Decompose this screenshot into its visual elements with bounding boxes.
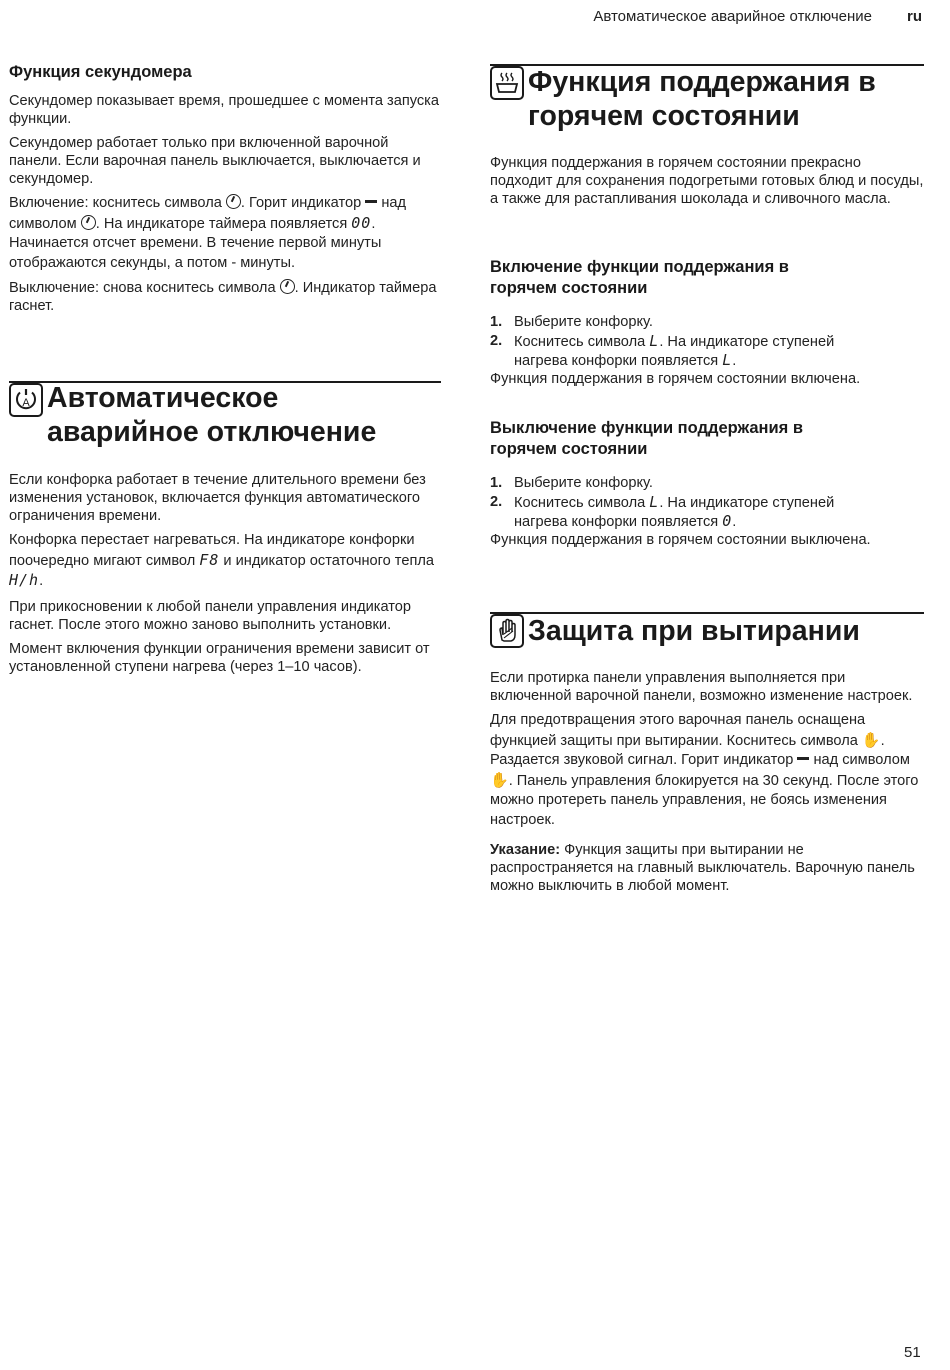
segment-display: H/h bbox=[9, 571, 40, 589]
header-lang: ru bbox=[907, 8, 922, 25]
heading-line: Включение функции поддержания в bbox=[490, 258, 789, 276]
wipe-p2 bbox=[490, 711, 926, 830]
stopwatch-section bbox=[9, 62, 441, 315]
auto-shutoff-p3: При прикосновении к любой панели управления индикатор гаснет. После этого можно заново выполнить установки. bbox=[9, 598, 412, 633]
heading-line: аварийное отключение bbox=[47, 416, 377, 448]
keep-warm-icon bbox=[490, 66, 524, 100]
keep-warm-heading bbox=[528, 65, 876, 133]
auto-shutoff-heading bbox=[47, 381, 376, 449]
keep-warm-off bbox=[490, 418, 926, 460]
text-span: Выключение: снова коснитесь символа bbox=[9, 280, 280, 296]
text-span: . Панель управления блокируется на 30 секунд. После этого можно протереть панель управления, не боясь изменения настроек. bbox=[490, 772, 919, 828]
list-item bbox=[490, 493, 926, 531]
list-item bbox=[490, 474, 926, 492]
text-span: . Индикатор таймера гаснет. bbox=[9, 280, 437, 314]
text-span: . bbox=[732, 514, 737, 530]
step-text bbox=[514, 332, 834, 370]
segment-display: L bbox=[649, 332, 660, 350]
text-span: . bbox=[39, 573, 44, 589]
svg-text:A: A bbox=[22, 397, 30, 409]
step-number: 2. bbox=[490, 494, 503, 510]
text-span: над символом bbox=[9, 195, 407, 232]
wipe-hand-icon: ✋ bbox=[490, 771, 509, 789]
text-span: Для предотвращения этого варочная панель оснащена функцией защиты при вытирании. Коснитесь символа bbox=[490, 712, 866, 749]
timer-icon bbox=[280, 279, 295, 294]
heading-line: Выключение функции поддержания в bbox=[490, 419, 804, 437]
step-number: 1. bbox=[490, 475, 503, 491]
text-span: и индикатор остаточного тепла bbox=[219, 552, 434, 569]
text-span: . Горит индикатор bbox=[240, 195, 366, 211]
step-text: Выберите конфорку. bbox=[514, 314, 653, 330]
page-number: 51 bbox=[904, 1344, 921, 1361]
timer-icon bbox=[226, 194, 241, 209]
heading-line: Функция поддержания в bbox=[528, 66, 876, 98]
keep-warm-off-heading bbox=[490, 418, 926, 460]
timer-icon bbox=[81, 215, 96, 230]
keep-warm-off-result: Функция поддержания в горячем состоянии выключена. bbox=[490, 532, 871, 548]
heading-line: горячем состоянии bbox=[528, 100, 800, 132]
segment-display: 0 bbox=[722, 512, 733, 530]
text-span: над символом bbox=[809, 752, 910, 768]
text-span: . Раздается звуковой сигнал. Горит индикатор bbox=[490, 732, 885, 768]
list-item bbox=[490, 313, 926, 331]
text-span: . Начинается отсчет времени. В течение первой минуты отображаются секунды, а потом - минуты. bbox=[9, 215, 382, 271]
stopwatch-p2: Секундомер работает только при включенной варочной панели. Если варочная панель выключается, выключается и секундомер. bbox=[9, 135, 421, 187]
header-title: Автоматическое аварийное отключение bbox=[593, 8, 872, 25]
step-number: 1. bbox=[490, 314, 503, 330]
stopwatch-p1: Секундомер показывает время, прошедшее с момента запуска функции. bbox=[9, 93, 439, 127]
wipe-p1: Если протирка панели управления выполняется при включенной варочной панели, возможно изменение настроек. bbox=[490, 670, 913, 704]
auto-shutoff-icon bbox=[9, 383, 43, 417]
keep-warm-on bbox=[490, 257, 926, 299]
text-span: . На индикаторе таймера появляется bbox=[95, 215, 352, 232]
note-label: Указание: bbox=[490, 842, 561, 858]
step-number: 2. bbox=[490, 333, 503, 349]
text-span: Коснитесь символа bbox=[514, 495, 650, 511]
text-span: нагрева конфорки появляется bbox=[514, 353, 723, 369]
heading-line: Автоматическое bbox=[47, 382, 279, 414]
wipe-heading: Защита при вытирании bbox=[528, 615, 860, 647]
text-span: . На индикаторе ступеней bbox=[659, 334, 835, 350]
indicator-dash-icon bbox=[797, 757, 809, 760]
heading-line: горячем состоянии bbox=[490, 440, 648, 458]
step-text: Выберите конфорку. bbox=[514, 475, 653, 491]
list-item bbox=[490, 332, 926, 370]
wipe-note bbox=[490, 841, 926, 895]
auto-shutoff-p2 bbox=[9, 531, 441, 592]
page-header bbox=[0, 8, 950, 30]
text-span: Конфорка перестает нагреваться. На индикаторе конфорки поочередно мигают символ bbox=[9, 532, 415, 569]
step-text bbox=[514, 493, 834, 531]
text-span: . На индикаторе ступеней bbox=[659, 495, 835, 511]
stopwatch-heading: Функция секундомера bbox=[9, 63, 192, 81]
stopwatch-p3 bbox=[9, 194, 441, 273]
segment-display: L bbox=[722, 351, 733, 369]
keep-warm-on-heading bbox=[490, 257, 926, 299]
segment-display: 00 bbox=[351, 213, 372, 232]
wipe-hand-icon: ✋ bbox=[861, 731, 881, 749]
keep-warm-p1: Функция поддержания в горячем состоянии прекрасно подходит для сохранения подогретыми готовых блюд и посуды, а также для растапливания шоколада и сливочного масла. bbox=[490, 155, 924, 207]
segment-display: L bbox=[649, 493, 660, 511]
text-span: Коснитесь символа bbox=[514, 334, 650, 350]
text-span: нагрева конфорки появляется bbox=[514, 514, 723, 530]
wipe-body bbox=[490, 669, 926, 895]
stopwatch-p4 bbox=[9, 279, 441, 315]
auto-shutoff-p4: Момент включения функции ограничения времени зависит от установленной ступени нагрева (через 1–10 часов). bbox=[9, 640, 430, 675]
keep-warm-body bbox=[490, 154, 926, 208]
auto-shutoff-p1: Если конфорка работает в течение длительного времени без изменения установок, включается функция автоматического ограничения времени. bbox=[9, 472, 426, 524]
text-span: . bbox=[732, 353, 737, 369]
indicator-dash-icon bbox=[365, 200, 377, 203]
note-text: Функция защиты при вытирании не распространяется на главный выключатель. Варочную панель можно выключить в любой момент. bbox=[490, 842, 915, 894]
keep-warm-on-result: Функция поддержания в горячем состоянии включена. bbox=[490, 371, 861, 387]
segment-display: F8 bbox=[199, 550, 220, 569]
auto-shutoff-body bbox=[9, 471, 441, 676]
heading-line: горячем состоянии bbox=[490, 279, 648, 297]
text-span: Включение: коснитесь символа bbox=[9, 195, 226, 211]
wipe-protection-icon bbox=[490, 614, 524, 648]
